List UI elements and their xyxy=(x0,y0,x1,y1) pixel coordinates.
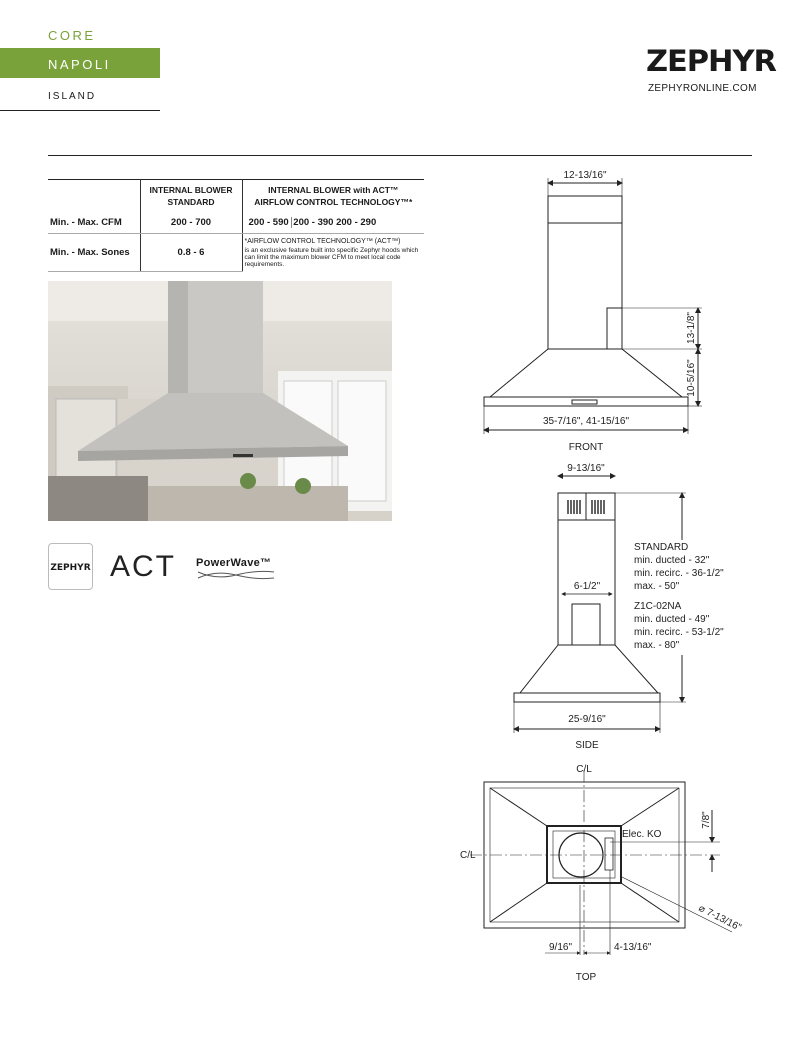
col-header: INTERNAL BLOWER xyxy=(149,185,233,195)
cell: 0.8 - 6 xyxy=(140,233,242,272)
spec-line: max. - 80" xyxy=(634,640,680,651)
front-label: FRONT xyxy=(568,442,604,453)
model-banner: NAPOLI xyxy=(0,48,160,78)
spec-line: STANDARD xyxy=(634,542,689,553)
top-label: TOP xyxy=(575,972,597,983)
type-label: ISLAND xyxy=(48,91,97,102)
dim-4-13-16: 4-13/16" xyxy=(614,942,652,953)
cl-label: C/L xyxy=(576,764,592,775)
col-header: AIRFLOW CONTROL TECHNOLOGY™* xyxy=(254,197,413,207)
cl-label: C/L xyxy=(460,850,476,861)
row-label: Min. - Max. Sones xyxy=(48,233,140,272)
side-width: 25-9/16" xyxy=(568,714,606,725)
powerwave-text: PowerWave™ xyxy=(196,557,272,569)
row-label: Min. - Max. CFM xyxy=(48,212,140,233)
front-top-width: 12-13/16" xyxy=(563,170,607,181)
height-specs xyxy=(634,542,724,651)
elec-ko-label: Elec. KO xyxy=(622,829,662,840)
spec-line: max. - 50" xyxy=(634,581,680,592)
brand-logo: ZEPHYR xyxy=(646,44,776,78)
duct-diameter: ⌀ 7-13/16" xyxy=(696,902,743,934)
cell: 200 - 390 xyxy=(293,216,334,228)
side-top-width: 9-13/16" xyxy=(567,463,605,474)
blower-width: 6-1/2" xyxy=(573,581,601,592)
act-logo: ACT xyxy=(110,550,176,583)
front-width: 35-7/16", 41-15/16" xyxy=(542,416,630,427)
note-text: is an exclusive feature built into specific Zephyr hoods which can limit the maximum blower CFM to meet local code requirements. xyxy=(244,246,419,268)
cell: 200 - 590 xyxy=(248,216,289,228)
col-header: STANDARD xyxy=(167,197,215,207)
spec-line: min. recirc. - 36-1/2" xyxy=(634,568,724,579)
note-title: *AIRFLOW CONTROL TECHNOLOGY™ (ACT™) xyxy=(244,237,401,245)
front-h2: 10-5/16" xyxy=(686,359,697,397)
front-view xyxy=(484,178,702,434)
front-h1: 13-1/8" xyxy=(686,312,697,344)
col-header: INTERNAL BLOWER with ACT™ xyxy=(268,185,399,195)
website-link[interactable]: ZEPHYRONLINE.COM xyxy=(648,83,757,94)
side-label: SIDE xyxy=(575,740,599,751)
top-view xyxy=(470,770,732,955)
dim-9-16: 9/16" xyxy=(549,942,573,953)
spec-line: min. ducted - 32" xyxy=(634,555,710,566)
spec-line: Z1C-02NA xyxy=(634,601,682,612)
series-label: CORE xyxy=(48,28,96,43)
cell: 200 - 700 xyxy=(140,212,242,233)
zephyr-plus-badge: ZEPHYR xyxy=(48,543,93,590)
spec-line: min. recirc. - 53-1/2" xyxy=(634,627,724,638)
offset-dim: 7/8" xyxy=(701,811,712,829)
spec-line: min. ducted - 49" xyxy=(634,614,710,625)
cell: 200 - 290 xyxy=(336,216,377,228)
